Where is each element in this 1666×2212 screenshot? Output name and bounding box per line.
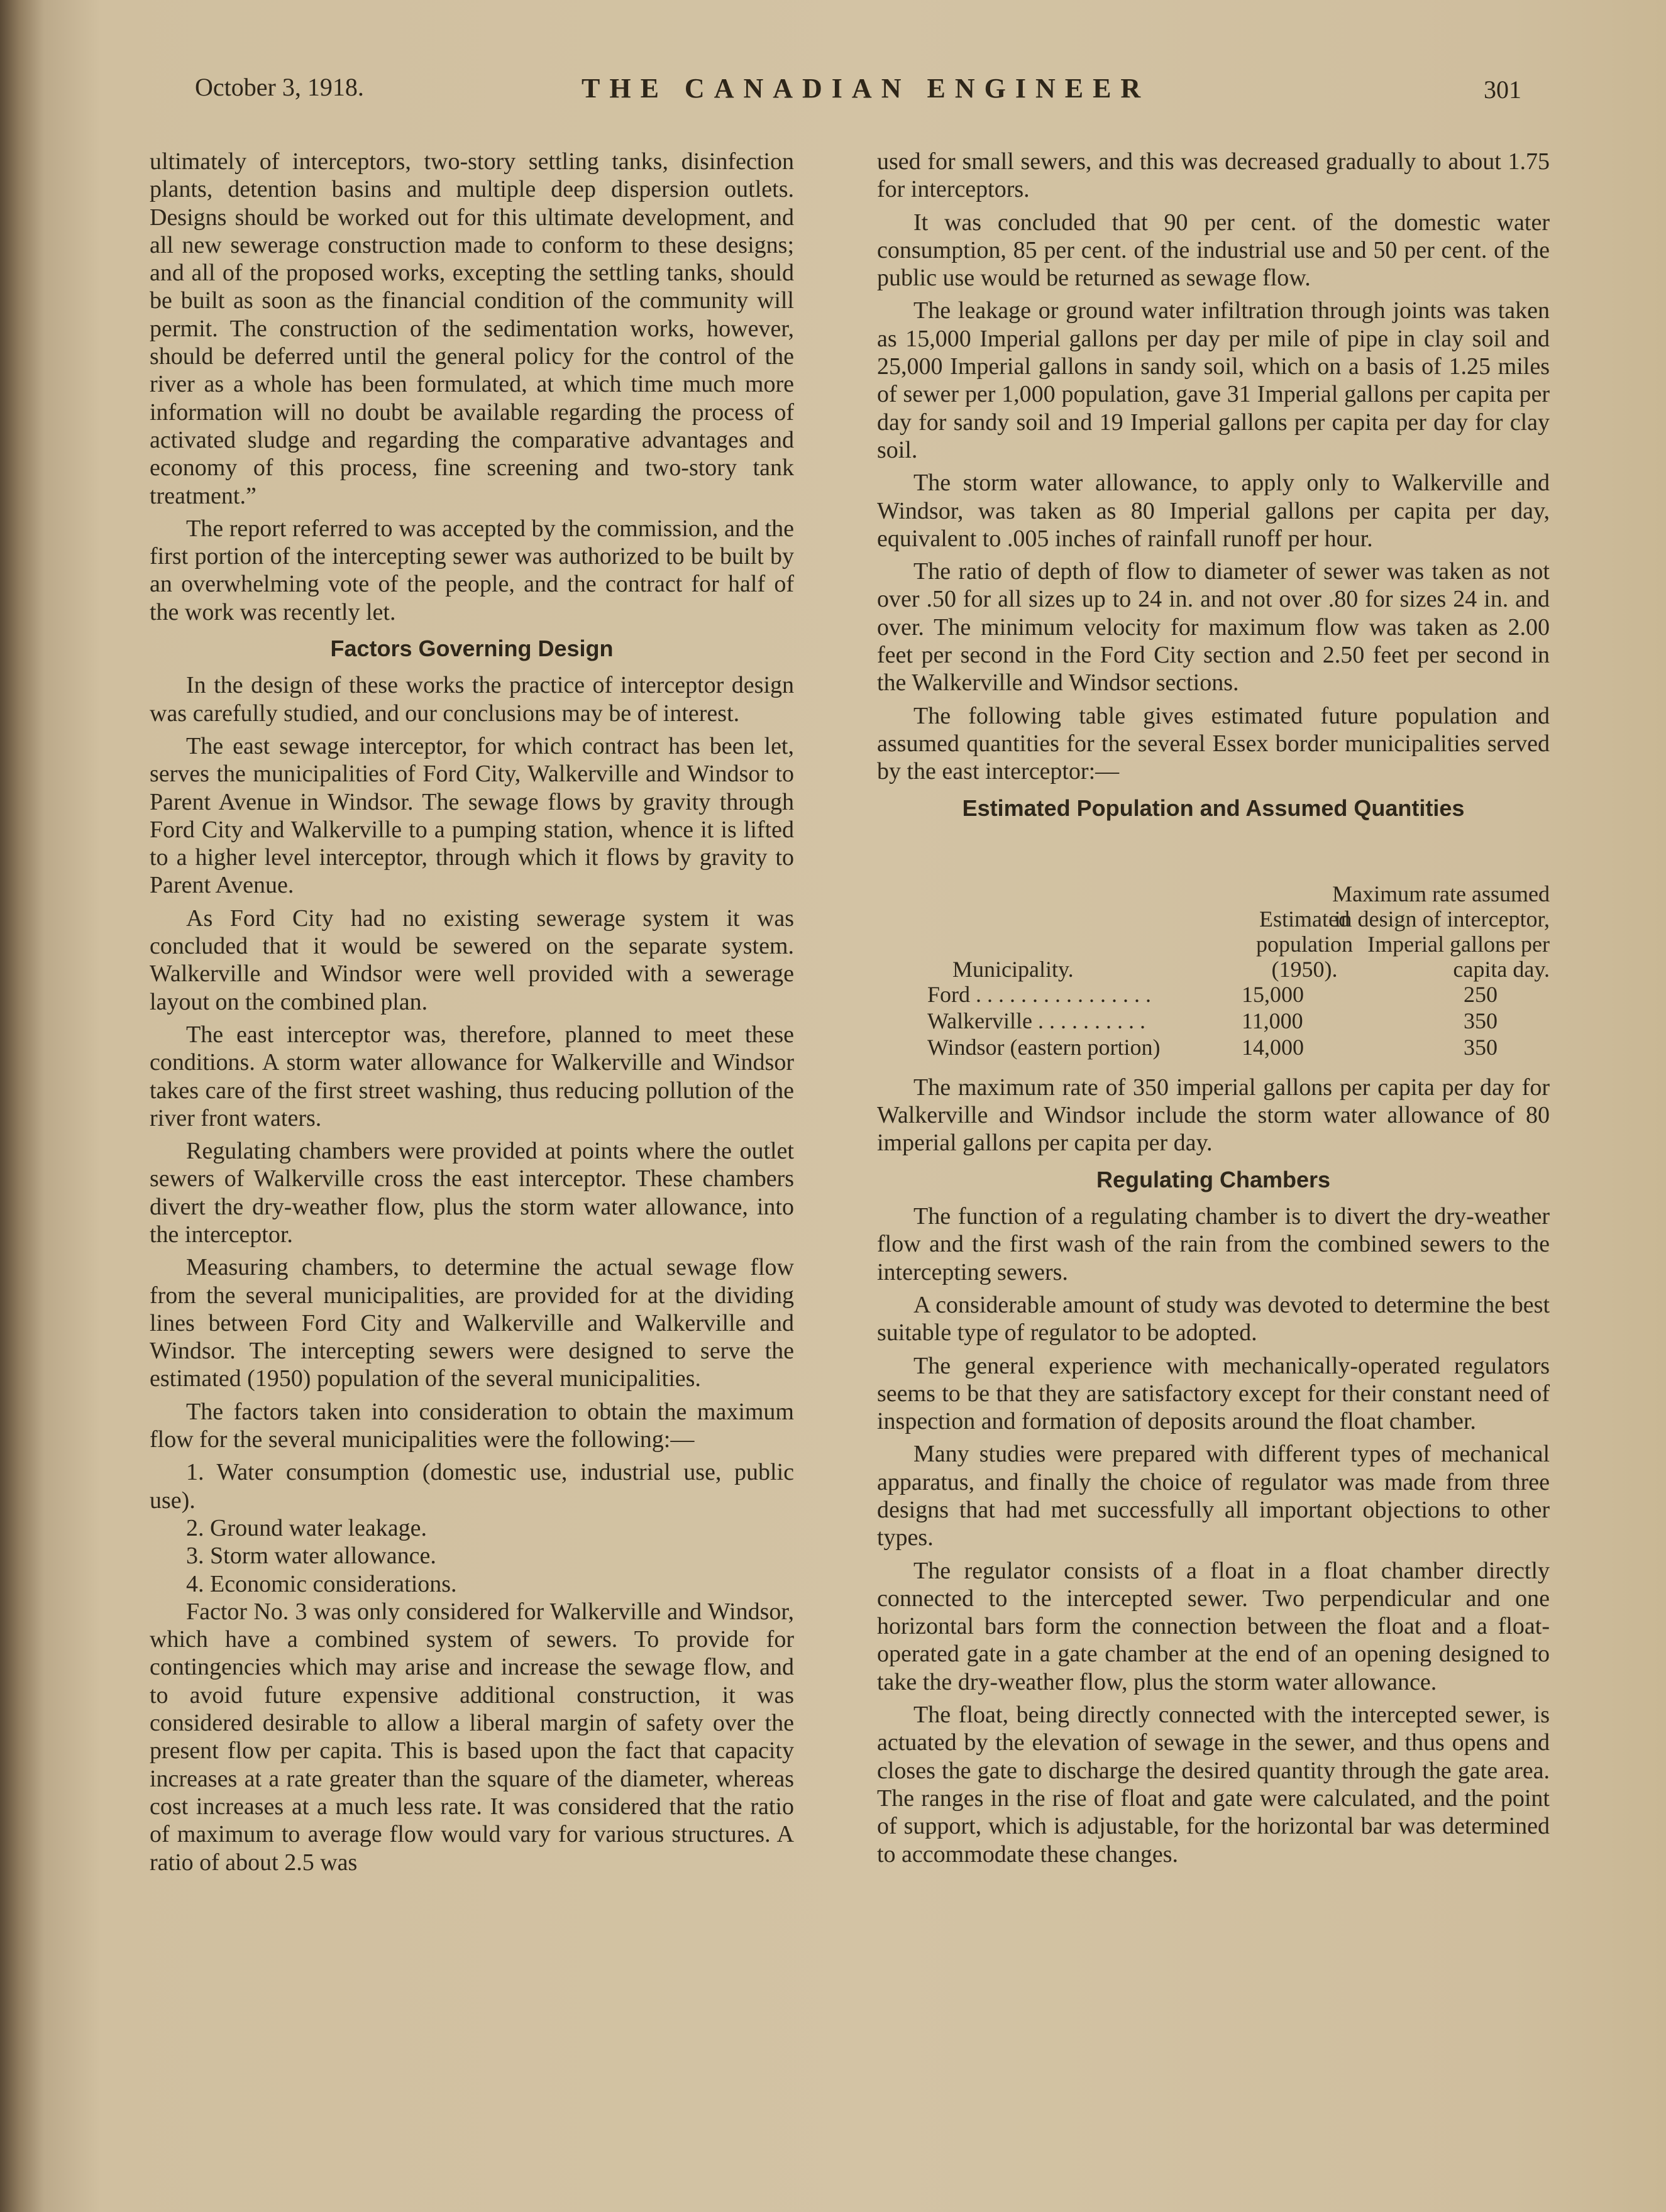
column-header-rate: Maximum rate assumed in design of interceptor, Imperial gallons per capita day. — [1332, 881, 1550, 982]
paragraph: The regulator consists of a float in a float chamber directly connected to the intercepted sewer. Two perpendicular and one horizontal bars form the connection between the float and a float-operated gate in a gate chamber at the end of an opening designed to take the dry-weather flow, plus the storm water allowance. — [877, 1557, 1550, 1695]
paragraph: In the design of these works the practice of interceptor design was carefully studied, and our conclusions may be of interest. — [150, 672, 794, 727]
cell-population: 11,000 — [1242, 1008, 1303, 1033]
list-item: 2. Ground water leakage. — [186, 1514, 428, 1541]
list-item: 1. Water consumption (domestic use, industrial use, public use). — [150, 1459, 794, 1514]
section-heading: Regulating Chambers — [1096, 1166, 1331, 1192]
cell-rate: 250 — [1464, 981, 1498, 1007]
paragraph: The report referred to was accepted by the commission, and the first portion of the intercepting sewer was authorized to be built by an overwhelming vote of the people, and the contract for half of the work was recently let. — [150, 515, 794, 625]
paragraph: The storm water allowance, to apply only to Walkerville and Windsor, was taken as 80 Imperial gallons per capita per day, equivalent to .005 inches of rainfall runoff per hour. — [877, 470, 1550, 552]
paragraph: The east interceptor was, therefore, planned to meet these conditions. A storm water allowance for Walkerville and Windsor takes care of the first street washing, thus reducing pollution of the river front waters. — [150, 1021, 794, 1131]
column-header-population: Estimated population (1950). — [1256, 906, 1353, 982]
cell-rate: 350 — [1464, 1034, 1498, 1060]
paragraph: As Ford City had no existing sewerage system it was concluded that it would be sewered on the separate system. Walkerville and Windsor were well provided with a sewerage layout on the combined plan. — [150, 905, 794, 1015]
table-row — [877, 1008, 1550, 1035]
table-row — [877, 982, 1550, 1008]
paragraph: The east sewage interceptor, for which contract has been let, serves the municipalities of Ford City, Walkerville and Windsor to Parent Avenue in Windsor. The sewage flows by gravity through Ford City and Walkerville to a pumping station, whence it is lifted to a higher level interceptor, through which it flows by gravity to Parent Avenue. — [150, 732, 794, 899]
paragraph: The general experience with mechanically-operated regulators seems to be that they are satisfactory except for their constant need of inspection and formation of deposits around the float chamber. — [877, 1352, 1550, 1435]
cell-population: 14,000 — [1242, 1034, 1304, 1060]
paragraph: The maximum rate of 350 imperial gallons per capita per day for Walkerville and Windsor include the storm water allowance of 80 imperial gallons per capita per day. — [877, 1074, 1550, 1157]
page-header — [0, 72, 1666, 123]
paragraph: The function of a regulating chamber is to divert the dry-weather flow and the first wash of the rain from the combined sewers to the intercepting sewers. — [877, 1203, 1550, 1285]
table-header — [877, 831, 1550, 982]
cell-municipality: Windsor (eastern portion) — [927, 1034, 1161, 1060]
paragraph: ultimately of interceptors, two-story settling tanks, disinfection plants, detention basins and multiple deep dispersion outlets. Designs should be worked out for this ultimate development, and all new sewerage construction made to conform to these designs; and all of the proposed works, excepting the settling tanks, should be built as soon as the financial condition of the community will permit. The construction of the sedimentation works, however, should be deferred until the general policy for the control of the river as a whole has been formulated, at which time much more information will no doubt be available regarding the process of activated sludge and regarding the comparative advantages and economy of this process, fine screening and two-story tank treatment.” — [150, 148, 794, 509]
list-item: 3. Storm water allowance. — [186, 1543, 436, 1570]
paragraph: A considerable amount of study was devoted to determine the best suitable type of regulator to be adopted. — [877, 1291, 1550, 1346]
paragraph: Many studies were prepared with different types of mechanical apparatus, and finally the choice of regulator was made from three designs that had met successfully all important objections to other types. — [877, 1441, 1550, 1551]
paragraph: Measuring chambers, to determine the actual sewage flow from the several municipalities, are provided for at the dividing lines between Ford City and Walkerville and Walkerville and Windsor. The intercepting sewers were designed to serve the estimated (1950) population of the several municipalities. — [150, 1254, 794, 1392]
population-table — [877, 831, 1550, 1061]
paragraph: used for small sewers, and this was decreased gradually to about 1.75 for interceptors. — [877, 148, 1550, 203]
issue-date: October 3, 1918. — [195, 73, 364, 101]
left-column — [150, 148, 794, 1881]
cell-municipality: Walkerville . . . . . . . . . . — [927, 1008, 1146, 1033]
paragraph: The float, being directly connected with the intercepted sewer, is actuated by the elevation of sewage in the sewer, and thus opens and closes the gate to discharge the desired quantity through the gate area. The ranges in the rise of float and gate were calculated, and the point of support, which is adjustable, for the horizontal bar was determined to accommodate these changes. — [877, 1702, 1550, 1868]
right-column — [877, 148, 1550, 1873]
page-number: 301 — [1484, 75, 1521, 104]
journal-title: THE CANADIAN ENGINEER — [582, 73, 1150, 104]
paragraph: Regulating chambers were provided at points where the outlet sewers of Walkerville cross the east interceptor. These chambers divert the dry-weather flow, plus the storm water allowance, into the interceptor. — [150, 1138, 794, 1248]
paragraph: It was concluded that 90 per cent. of the domestic water consumption, 85 per cent. of the industrial use and 50 per cent. of the public use would be returned as sewage flow. — [877, 209, 1550, 292]
paragraph: The factors taken into consideration to obtain the maximum flow for the several municipalities were the following:— — [150, 1398, 794, 1453]
table-row — [877, 1035, 1550, 1061]
cell-municipality: Ford . . . . . . . . . . . . . . . . — [927, 981, 1152, 1007]
paragraph: The following table gives estimated future population and assumed quantities for the several Essex border municipalities served by the east interceptor:— — [877, 702, 1550, 785]
column-header-municipality: Municipality. — [952, 956, 1074, 982]
paragraph: Factor No. 3 was only considered for Walkerville and Windsor, which have a combined system of sewers. To provide for contingencies which may arise and increase the sewage flow, and to avoid future expensive additional construction, it was considered desirable to allow a liberal margin of safety over the present flow per capita. This is based upon the fact that capacity increases at a rate greater than the square of the diameter, whereas cost increases at a much less rate. It was considered that the ratio of maximum to average flow would vary for various structures. A ratio of about 2.5 was — [150, 1598, 794, 1876]
cell-population: 15,000 — [1242, 981, 1304, 1007]
cell-rate: 350 — [1464, 1008, 1498, 1033]
paragraph: The leakage or ground water infiltration through joints was taken as 15,000 Imperial gallons per day per mile of pipe in clay soil and 25,000 Imperial gallons in sandy soil, which on a basis of 1.25 miles of sewer per 1,000 population, gave 31 Imperial gallons per capita per day for sandy soil and 19 Imperial gallons per capita per day for clay soil. — [877, 297, 1550, 463]
section-heading: Factors Governing Design — [330, 636, 614, 662]
table-title: Estimated Population and Assumed Quantities — [962, 795, 1465, 821]
list-item: 4. Economic considerations. — [186, 1570, 457, 1597]
paragraph: The ratio of depth of flow to diameter of sewer was taken as not over .50 for all sizes up to 24 in. and not over .80 for sizes 24 in. and over. The minimum velocity for maximum flow was taken as 2.00 feet per second in the Ford City section and 2.50 feet per second in the Walkerville and Windsor sections. — [877, 558, 1550, 696]
